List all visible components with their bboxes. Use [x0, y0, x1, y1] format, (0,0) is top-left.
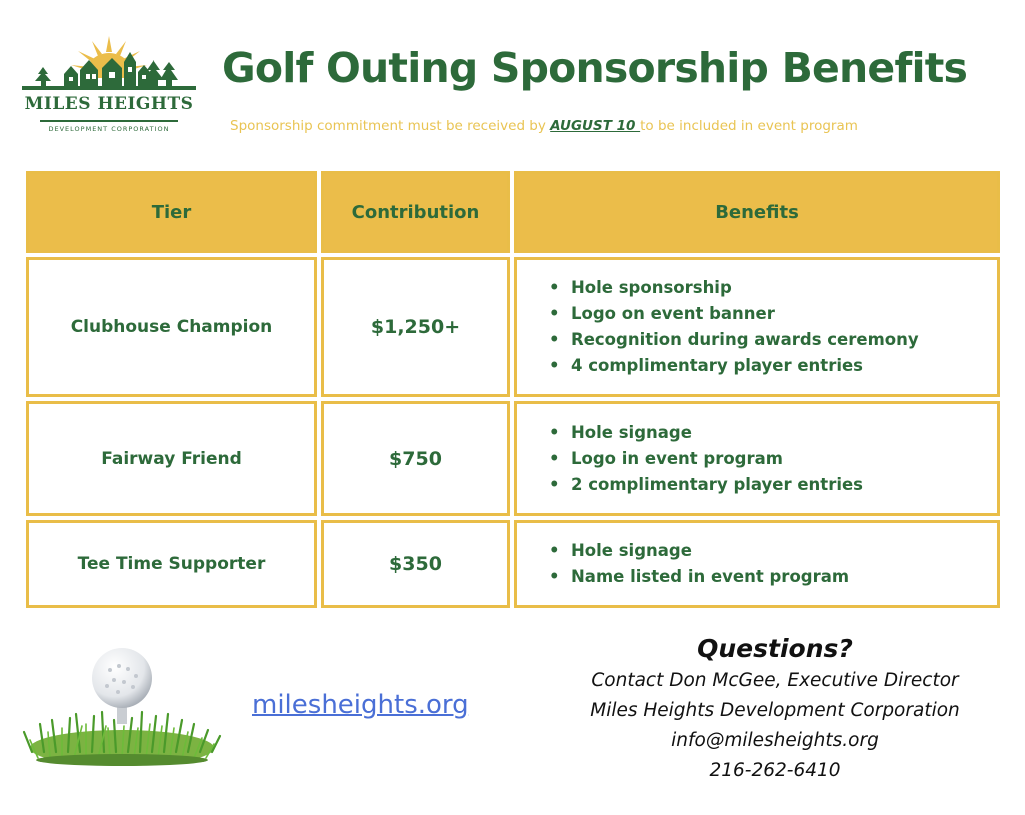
questions-heading: Questions? [697, 634, 853, 663]
logo-subtitle: DEVELOPMENT CORPORATION [48, 125, 170, 133]
benefit-item: • Hole signage [547, 538, 849, 564]
golf-ball-on-tee-icon [22, 640, 222, 775]
tier-benefits [514, 401, 1000, 516]
page-title: Golf Outing Sponsorship Benefits [222, 44, 968, 92]
website-link[interactable]: milesheights.org [252, 690, 469, 720]
company-logo [20, 34, 198, 136]
sunburst-houses-logo-icon [20, 34, 198, 94]
tier-contribution: $1,250+ [321, 257, 510, 397]
column-header-contribution: Contribution [321, 171, 510, 253]
benefit-list [547, 538, 849, 590]
tier-name: Clubhouse Champion [26, 257, 317, 397]
tier-benefits [514, 520, 1000, 608]
contact-block [530, 632, 1020, 786]
logo-divider [40, 120, 178, 122]
deadline-date: AUGUST 10 [550, 118, 641, 134]
benefit-item: • 2 complimentary player entries [547, 472, 863, 498]
benefit-item: • Hole sponsorship [547, 275, 919, 301]
benefit-item: • 4 complimentary player entries [547, 353, 919, 379]
deadline-notice [230, 118, 1020, 134]
benefit-item: • Logo in event program [547, 446, 863, 472]
contact-email[interactable]: info@milesheights.org [671, 730, 879, 751]
benefit-item: • Recognition during awards ceremony [547, 327, 919, 353]
benefit-list [547, 275, 919, 379]
tier-name: Fairway Friend [26, 401, 317, 516]
contact-name-line: Contact Don McGee, Executive Director [591, 670, 959, 691]
benefit-item: • Logo on event banner [547, 301, 919, 327]
tier-benefits [514, 257, 1000, 397]
benefit-item: • Name listed in event program [547, 564, 849, 590]
column-header-benefits: Benefits [514, 171, 1000, 253]
deadline-notice-prefix: Sponsorship commitment must be received by [230, 118, 551, 134]
column-header-tier: Tier [26, 171, 317, 253]
tier-contribution: $350 [321, 520, 510, 608]
benefit-list [547, 420, 863, 498]
organization-line: Miles Heights Development Corporation [590, 700, 960, 721]
contact-phone[interactable]: 216-262-6410 [709, 760, 841, 781]
benefit-item: • Hole signage [547, 420, 863, 446]
deadline-notice-suffix: to be included in event program [640, 118, 858, 134]
golf-ball-illustration [22, 640, 222, 775]
tier-name: Tee Time Supporter [26, 520, 317, 608]
tier-contribution: $750 [321, 401, 510, 516]
logo-wordmark: MILES HEIGHTS [24, 94, 194, 114]
